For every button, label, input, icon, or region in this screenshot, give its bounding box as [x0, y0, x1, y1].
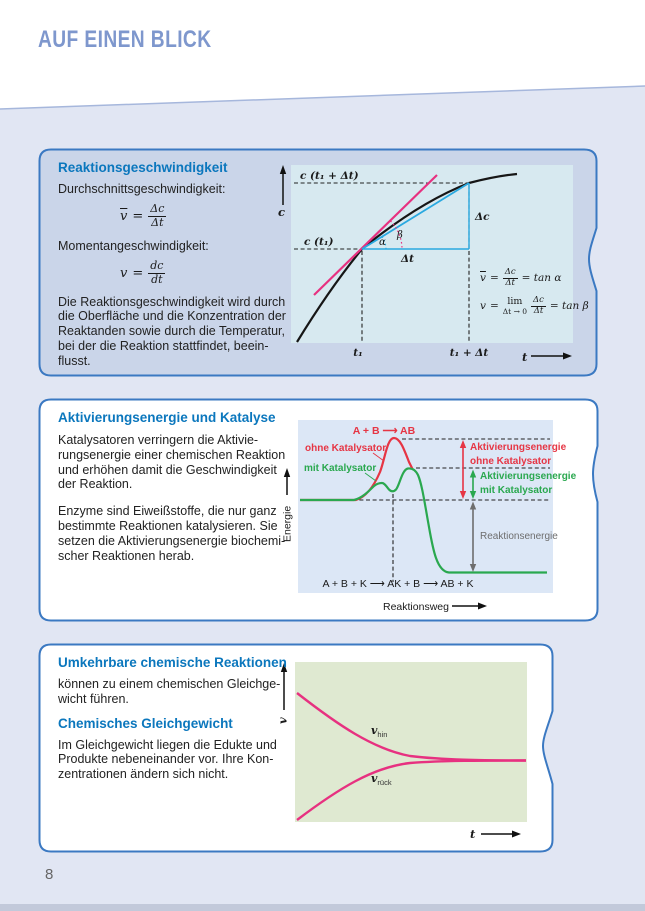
v-rueck-label: vrück	[371, 772, 392, 787]
ea-with-line2: mit Katalysator	[480, 485, 553, 496]
reaction-equation-top: A + B ⟶ AB	[352, 425, 416, 437]
v-hin-label: vhin	[371, 724, 388, 739]
label-c-t1-dt: c (t₁ + Δt)	[300, 170, 359, 182]
curve-with-label: mit Katalysator	[304, 463, 377, 474]
panel-aktivierungsenergie	[38, 398, 599, 622]
reaction-equation-bottom: A + B + K ⟶ AK + B ⟶ AB + K	[322, 578, 474, 590]
y-axis-label: Energie	[281, 505, 294, 542]
panel3-para2: Im Gleichgewicht liegen die Edukte und Produkte nebeneinander vor. Ihre Kon- zentrationen ändern sich nicht.	[58, 737, 277, 782]
reaction-energy-label: Reaktionsenergie	[480, 531, 558, 542]
ea-without-line2: ohne Katalysator	[470, 456, 552, 467]
panel3-text-column	[58, 643, 320, 782]
x-axis-label: t	[470, 827, 476, 841]
panel3-title1: Umkehrbare chemische Reaktionen	[58, 655, 287, 670]
beta-label: β	[397, 230, 403, 241]
panel2-text-column	[58, 398, 320, 563]
x-axis-arrow	[531, 353, 572, 360]
y-axis-label: v	[275, 717, 290, 724]
avg-speed-formula: $\overline{v}$ = $\frac{\Delta c}{\Delta t}$	[120, 202, 165, 229]
panel2-para1: Katalysatoren verringern die Aktivie- rungsenergie einer chemischen Reaktion und erhöhen damit die Geschwindigkeit der Reaktion.	[58, 433, 286, 492]
label-c-t1: c (t₁)	[304, 236, 334, 248]
page-title: AUF EINEN BLICK	[38, 26, 212, 53]
panel1-body: Die Reaktionsgeschwindigkeit wird durch die Oberfläche und die Konzentration der Reaktanden sowie durch die Temperatur, bei der die Reaktion stattfindet, beein- flusst.	[58, 294, 286, 368]
panel-reaktionsgeschwindigkeit	[38, 148, 598, 377]
page-number: 8	[45, 866, 54, 883]
y-axis-label: c	[278, 205, 286, 219]
tick-t1: t₁	[353, 347, 363, 359]
ea-with-line1: Aktivierungsenergie	[480, 471, 577, 482]
x-axis-label: Reaktionsweg	[383, 601, 449, 613]
panel3-para1: können zu einem chemischen Gleichge- wicht führen.	[58, 677, 281, 706]
alpha-label: α	[379, 237, 386, 248]
panel2-title: Aktivierungsenergie und Katalyse	[58, 410, 276, 425]
x-axis-arrow	[481, 831, 521, 838]
inst-speed-formula: v = $\frac{dc}{dt}$	[120, 259, 164, 286]
ea-without-line1: Aktivierungsenergie	[470, 442, 567, 453]
inst-rate-equation: v = lim Δt → 0 $\frac{\Delta c}{\Delta t}$ = tan β	[480, 295, 589, 316]
delta-t-label: Δt	[401, 253, 414, 265]
panel1-title: Reaktionsgeschwindigkeit	[58, 160, 228, 175]
x-axis-label: t	[522, 350, 528, 364]
inst-speed-label: Momentangeschwindigkeit:	[58, 239, 209, 254]
x-axis-arrow	[452, 603, 487, 610]
curve-without-label: ohne Katalysator	[305, 443, 387, 454]
avg-rate-equation: $\overline{v}$ = $\frac{\Delta c}{\Delta t}$ = tan α	[480, 267, 562, 288]
avg-speed-label: Durchschnittsgeschwindigkeit:	[58, 182, 226, 196]
panel2-para2: Enzyme sind Eiweißstoffe, die nur ganz bestimmte Reaktionen katalysieren. Sie setzen die Aktivierungsenergie biochemi- scher Reaktionen herab.	[58, 504, 286, 563]
panel1-text-column	[58, 148, 320, 369]
tick-t1-dt: t₁ + Δt	[449, 347, 489, 359]
panel3-title2: Chemisches Gleichgewicht	[58, 715, 233, 731]
panel-gleichgewicht	[38, 643, 554, 853]
delta-c-label: Δc	[475, 211, 490, 223]
